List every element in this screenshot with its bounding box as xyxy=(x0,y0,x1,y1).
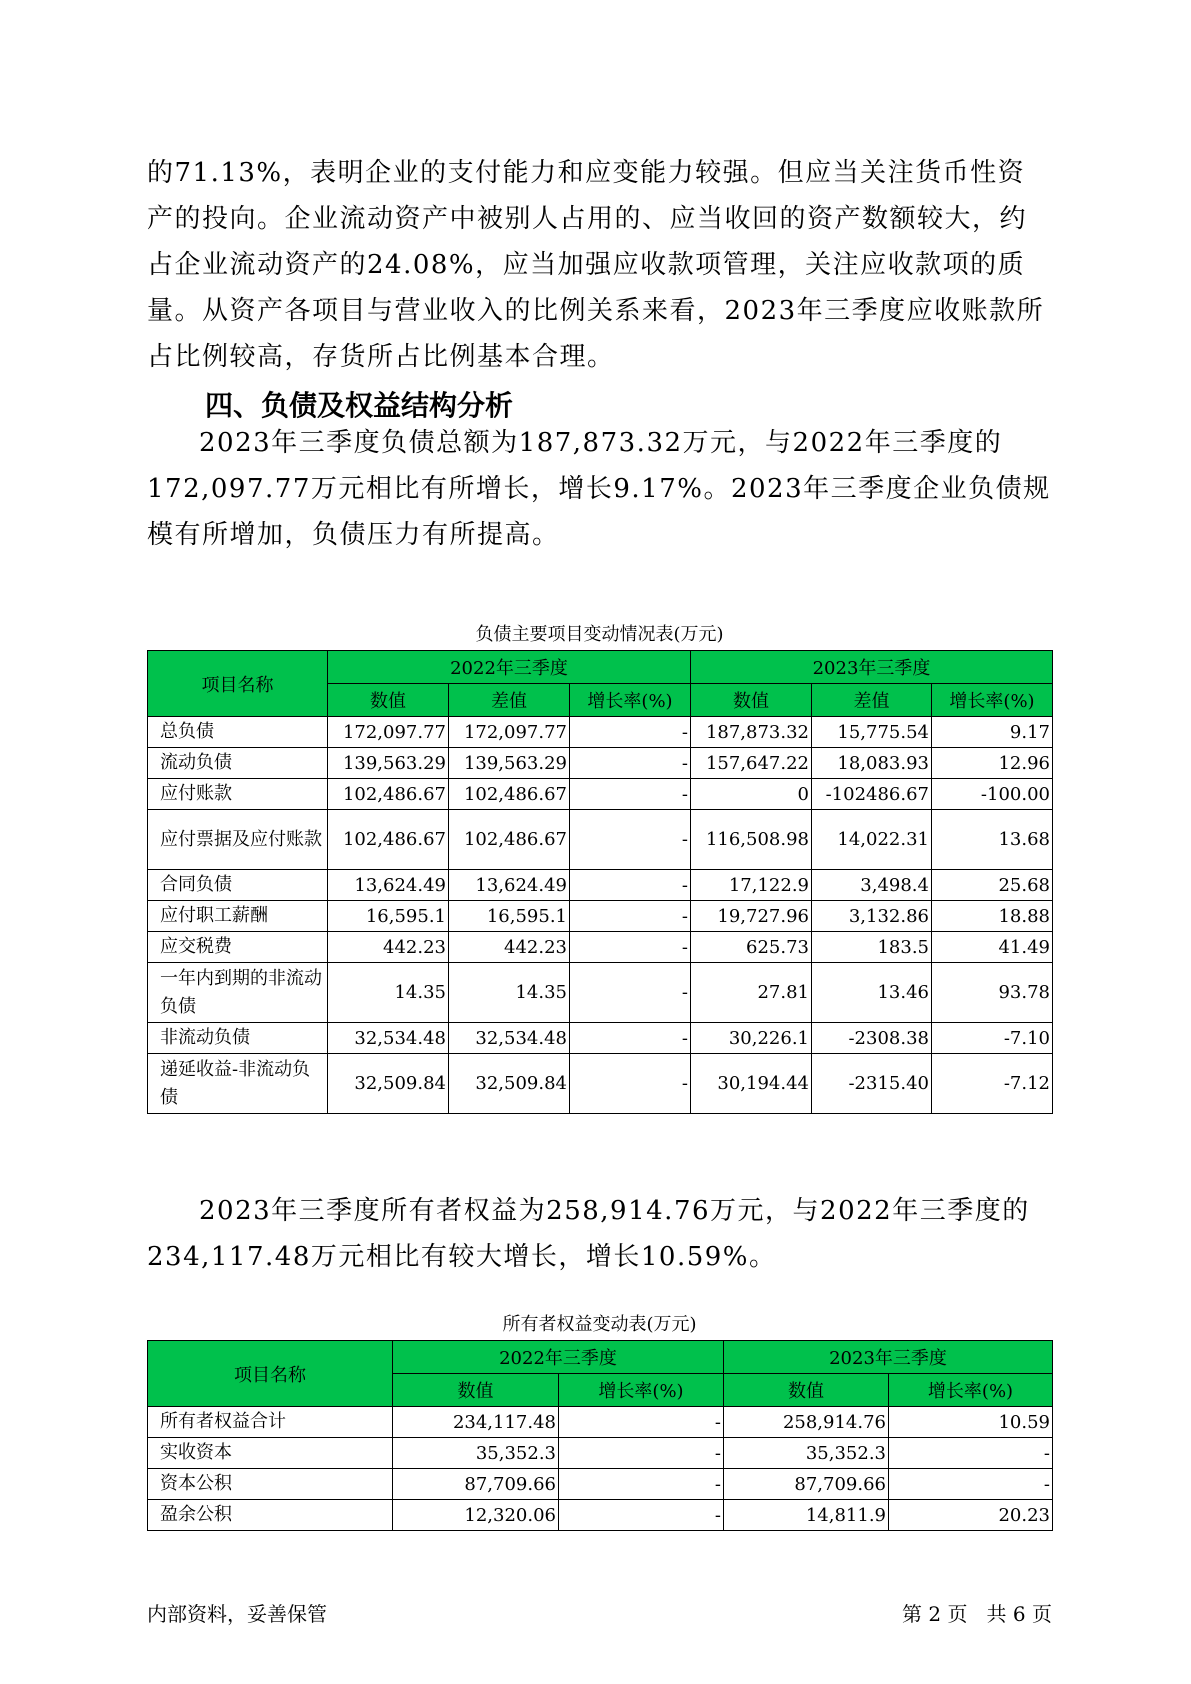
cell-d23: 15,775.54 xyxy=(812,717,932,748)
footer-page-number: 第 2 页 共 6 页 xyxy=(902,1602,1052,1626)
cell-v23: 87,709.66 xyxy=(724,1469,889,1500)
cell-d23: 3,132.86 xyxy=(812,901,932,932)
cell-g22: - xyxy=(559,1438,724,1469)
cell-v23: 116,508.98 xyxy=(691,810,812,870)
cell-g23: - xyxy=(889,1438,1053,1469)
cell-d23: 183.5 xyxy=(812,932,932,963)
cell-d22: 32,509.84 xyxy=(449,1054,570,1114)
cell-g22: - xyxy=(570,1023,691,1054)
table-row xyxy=(148,901,1053,932)
table-row xyxy=(148,717,1053,748)
cell-g23: 25.68 xyxy=(932,870,1053,901)
cell-d23: 18,083.93 xyxy=(812,748,932,779)
row-label: 一年内到期的非流动负债 xyxy=(148,963,328,1023)
cell-v22: 102,486.67 xyxy=(328,810,449,870)
cell-g23: 20.23 xyxy=(889,1500,1053,1531)
equity-paragraph: 2023年三季度所有者权益为258,914.76万元，与2022年三季度的234,117.48万元相比有较大增长，增长10.59%。 xyxy=(147,1196,1030,1272)
cell-g22: - xyxy=(559,1500,724,1531)
cell-v22: 14.35 xyxy=(328,963,449,1023)
table-row xyxy=(148,1500,1053,1531)
table-row xyxy=(148,1469,1053,1500)
liability-header-2023: 2023年三季度 xyxy=(691,651,1053,684)
cell-g22: - xyxy=(570,901,691,932)
cell-v23: 625.73 xyxy=(691,932,812,963)
table-row xyxy=(148,963,1053,1023)
table-row xyxy=(148,810,1053,870)
cell-g23: -7.10 xyxy=(932,1023,1053,1054)
cell-d22: 14.35 xyxy=(449,963,570,1023)
cell-d23: -2308.38 xyxy=(812,1023,932,1054)
cell-v22: 16,595.1 xyxy=(328,901,449,932)
table-row xyxy=(148,1054,1053,1114)
liability-table-caption: 负债主要项目变动情况表(万元) xyxy=(475,624,724,645)
equity-header-value-2022: 数值 xyxy=(393,1374,559,1407)
equity-header-2022: 2022年三季度 xyxy=(393,1341,724,1374)
liability-header-name: 项目名称 xyxy=(148,651,328,717)
cell-v23: 30,226.1 xyxy=(691,1023,812,1054)
cell-v22: 102,486.67 xyxy=(328,779,449,810)
cell-d23: 13.46 xyxy=(812,963,932,1023)
cell-g22: - xyxy=(570,870,691,901)
equity-header-growth-2022: 增长率(%) xyxy=(559,1374,724,1407)
cell-g23: 18.88 xyxy=(932,901,1053,932)
equity-table-caption: 所有者权益变动表(万元) xyxy=(502,1314,697,1335)
cell-g22: - xyxy=(570,748,691,779)
cell-v23: 14,811.9 xyxy=(724,1500,889,1531)
cell-g22: - xyxy=(570,717,691,748)
cell-v23: 187,873.32 xyxy=(691,717,812,748)
row-label: 总负债 xyxy=(148,717,328,748)
table-row xyxy=(148,932,1053,963)
cell-g23: - xyxy=(889,1469,1053,1500)
cell-d22: 442.23 xyxy=(449,932,570,963)
cell-v22: 172,097.77 xyxy=(328,717,449,748)
cell-g23: -100.00 xyxy=(932,779,1053,810)
intro-paragraph: 的71.13%，表明企业的支付能力和应变能力较强。但应当关注货币性资产的投向。企业流动资产中被别人占用的、应当收回的资产数额较大，约占企业流动资产的24.08%，应当加强应收款项管理，关注应收款项的质量。从资产各项目与营业收入的比例关系来看，2023年三季度应收账款所占比例较高，存货所占比例基本合理。 xyxy=(147,158,1045,372)
row-label: 流动负债 xyxy=(148,748,328,779)
equity-header-growth-2023: 增长率(%) xyxy=(889,1374,1053,1407)
cell-v23: 0 xyxy=(691,779,812,810)
cell-d22: 13,624.49 xyxy=(449,870,570,901)
liability-header-value-2023: 数值 xyxy=(691,684,812,717)
liability-header-value-2022: 数值 xyxy=(328,684,449,717)
liability-header-growth-2023: 增长率(%) xyxy=(932,684,1053,717)
table-row xyxy=(148,779,1053,810)
row-label: 应付票据及应付账款 xyxy=(148,810,328,870)
row-label: 资本公积 xyxy=(148,1469,393,1500)
liability-header-2022: 2022年三季度 xyxy=(328,651,691,684)
equity-header-2023: 2023年三季度 xyxy=(724,1341,1053,1374)
cell-v23: 258,914.76 xyxy=(724,1407,889,1438)
row-label: 非流动负债 xyxy=(148,1023,328,1054)
table-row xyxy=(148,748,1053,779)
row-label: 应付账款 xyxy=(148,779,328,810)
row-label: 合同负债 xyxy=(148,870,328,901)
equity-table-body xyxy=(148,1407,1053,1531)
cell-d22: 32,534.48 xyxy=(449,1023,570,1054)
row-label: 所有者权益合计 xyxy=(148,1407,393,1438)
row-label: 实收资本 xyxy=(148,1438,393,1469)
table-row xyxy=(148,870,1053,901)
row-label: 盈余公积 xyxy=(148,1500,393,1531)
liability-table xyxy=(147,650,1053,1114)
cell-d23: -2315.40 xyxy=(812,1054,932,1114)
cell-v22: 234,117.48 xyxy=(393,1407,559,1438)
equity-table xyxy=(147,1340,1053,1531)
cell-g22: - xyxy=(570,963,691,1023)
cell-v22: 13,624.49 xyxy=(328,870,449,901)
cell-d23: 14,022.31 xyxy=(812,810,932,870)
cell-g23: 93.78 xyxy=(932,963,1053,1023)
cell-g22: - xyxy=(570,932,691,963)
cell-v23: 35,352.3 xyxy=(724,1438,889,1469)
cell-v23: 30,194.44 xyxy=(691,1054,812,1114)
cell-g22: - xyxy=(570,779,691,810)
liability-table-body xyxy=(148,717,1053,1114)
liability-header-growth-2022: 增长率(%) xyxy=(570,684,691,717)
cell-g22: - xyxy=(559,1469,724,1500)
cell-d22: 16,595.1 xyxy=(449,901,570,932)
liability-header-diff-2023: 差值 xyxy=(812,684,932,717)
cell-g23: -7.12 xyxy=(932,1054,1053,1114)
cell-v23: 17,122.9 xyxy=(691,870,812,901)
cell-v22: 442.23 xyxy=(328,932,449,963)
cell-v22: 139,563.29 xyxy=(328,748,449,779)
cell-d23: 3,498.4 xyxy=(812,870,932,901)
cell-g22: - xyxy=(570,1054,691,1114)
cell-g23: 9.17 xyxy=(932,717,1053,748)
table-row xyxy=(148,1438,1053,1469)
cell-g23: 10.59 xyxy=(889,1407,1053,1438)
cell-g23: 12.96 xyxy=(932,748,1053,779)
cell-d22: 102,486.67 xyxy=(449,810,570,870)
row-label: 递延收益-非流动负债 xyxy=(148,1054,328,1114)
cell-g22: - xyxy=(570,810,691,870)
cell-v22: 35,352.3 xyxy=(393,1438,559,1469)
cell-v22: 32,534.48 xyxy=(328,1023,449,1054)
equity-header-value-2023: 数值 xyxy=(724,1374,889,1407)
table-row xyxy=(148,1023,1053,1054)
cell-d22: 172,097.77 xyxy=(449,717,570,748)
cell-v23: 19,727.96 xyxy=(691,901,812,932)
cell-v23: 157,647.22 xyxy=(691,748,812,779)
cell-d23: -102486.67 xyxy=(812,779,932,810)
cell-g23: 41.49 xyxy=(932,932,1053,963)
cell-d22: 139,563.29 xyxy=(449,748,570,779)
row-label: 应交税费 xyxy=(148,932,328,963)
row-label: 应付职工薪酬 xyxy=(148,901,328,932)
liability-paragraph: 2023年三季度负债总额为187,873.32万元，与2022年三季度的172,097.77万元相比有所增长，增长9.17%。2023年三季度企业负债规模有所增加，负债压力有所提高。 xyxy=(147,428,1051,550)
cell-g23: 13.68 xyxy=(932,810,1053,870)
cell-d22: 102,486.67 xyxy=(449,779,570,810)
cell-g22: - xyxy=(559,1407,724,1438)
liability-header-diff-2022: 差值 xyxy=(449,684,570,717)
cell-v23: 27.81 xyxy=(691,963,812,1023)
table-row xyxy=(148,1407,1053,1438)
cell-v22: 12,320.06 xyxy=(393,1500,559,1531)
cell-v22: 87,709.66 xyxy=(393,1469,559,1500)
section-heading: 四、负债及权益结构分析 xyxy=(205,389,514,422)
equity-header-name: 项目名称 xyxy=(148,1341,393,1407)
cell-v22: 32,509.84 xyxy=(328,1054,449,1114)
footer-confidential-note: 内部资料，妥善保管 xyxy=(147,1602,327,1626)
